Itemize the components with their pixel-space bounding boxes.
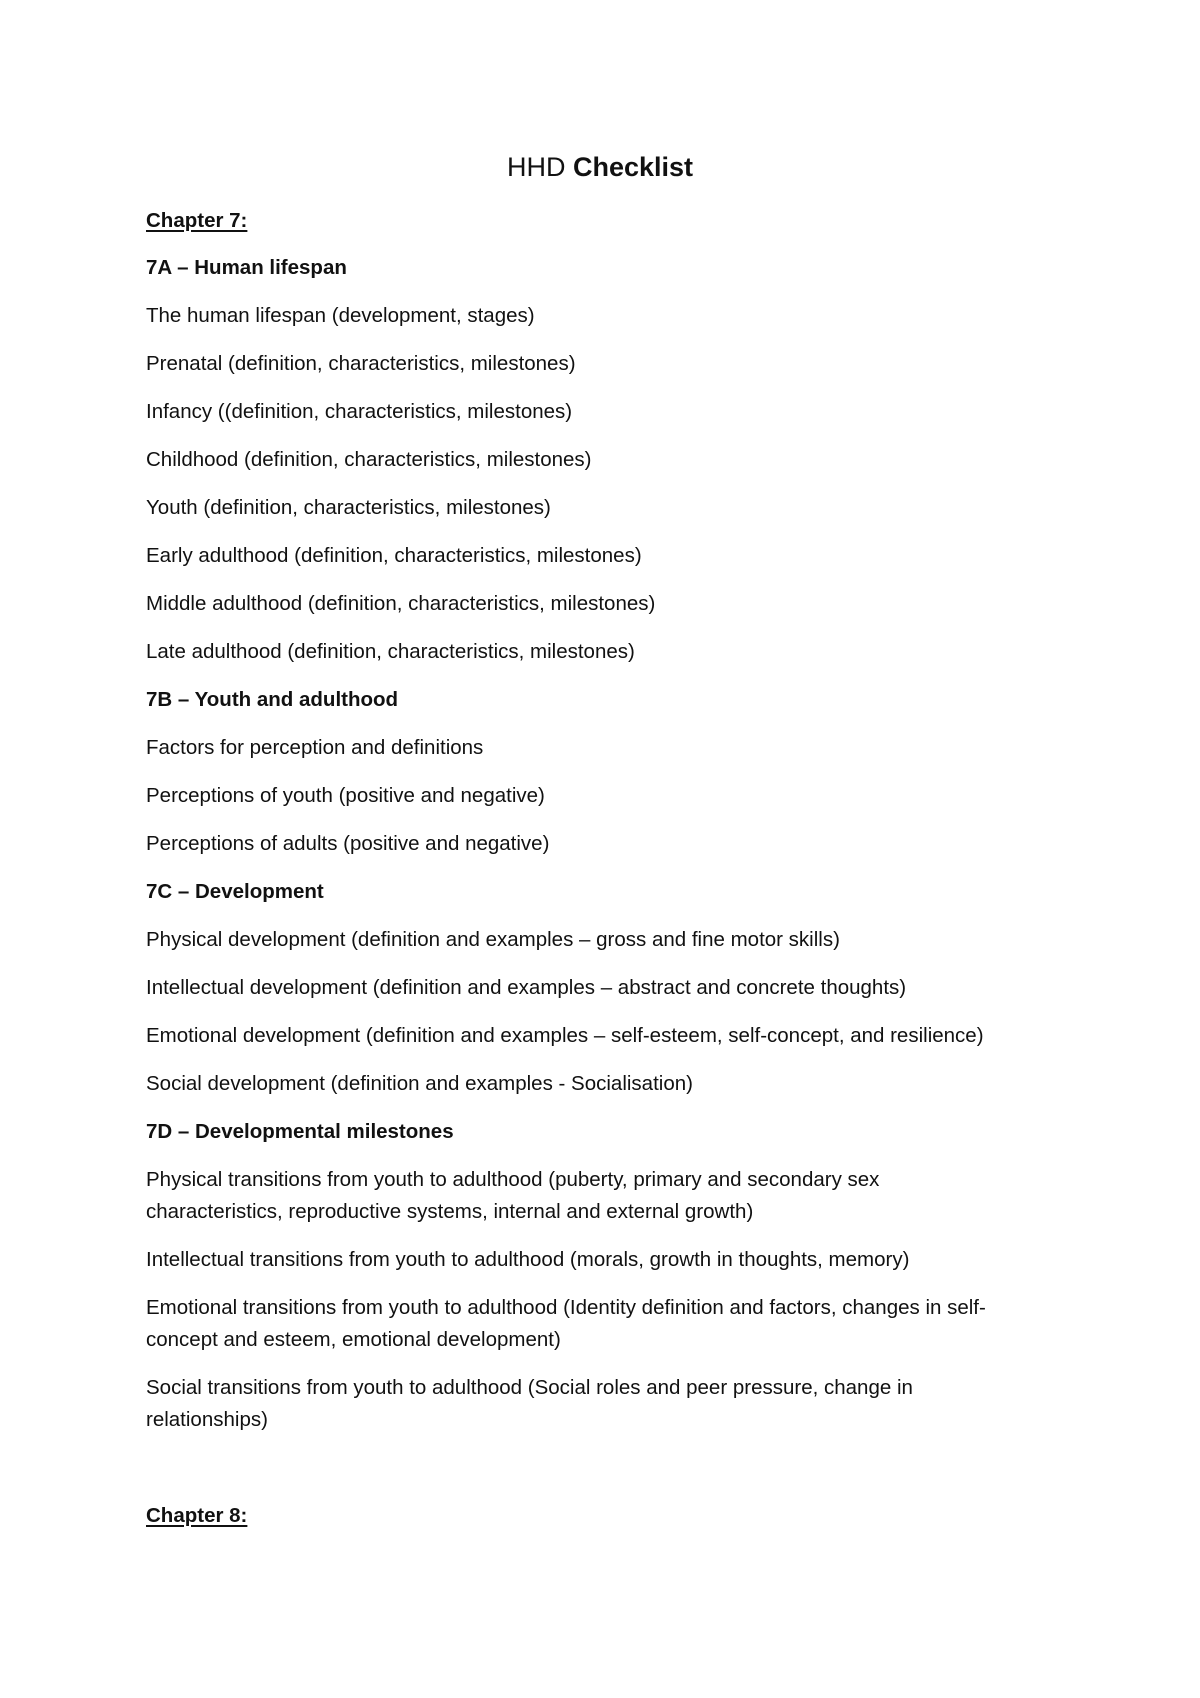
checklist-item: Perceptions of adults (positive and negative): [146, 832, 550, 855]
checklist-item: Factors for perception and definitions: [146, 736, 484, 759]
checklist-item: Prenatal (definition, characteristics, milestones): [146, 352, 576, 375]
chapter-7-label: Chapter 7:: [146, 209, 248, 232]
title-part-2: Checklist: [572, 152, 694, 182]
checklist-item: Perceptions of youth (positive and negative): [146, 784, 545, 807]
section-heading-7c: 7C – Development: [146, 880, 324, 903]
checklist-item: The human lifespan (development, stages): [146, 304, 535, 327]
checklist-item: Social transitions from youth to adulthood (Social roles and peer pressure, change in relationships): [146, 1376, 913, 1431]
checklist-item: Social development (definition and examples - Socialisation): [146, 1072, 693, 1095]
checklist-item: Physical development (definition and examples – gross and fine motor skills): [146, 928, 840, 951]
section-heading-7d: 7D – Developmental milestones: [146, 1120, 454, 1143]
checklist-item: Emotional development (definition and examples – self-esteem, self-concept, and resilience): [146, 1024, 984, 1047]
checklist-item: Youth (definition, characteristics, milestones): [146, 496, 551, 519]
checklist-item: Infancy ((definition, characteristics, milestones): [146, 400, 573, 423]
checklist-item: Intellectual transitions from youth to adulthood (morals, growth in thoughts, memory): [146, 1248, 910, 1271]
checklist-item: Physical transitions from youth to adulthood (puberty, primary and secondary sex characteristics, reproductive systems, internal and external growth): [146, 1168, 880, 1223]
checklist-item: Late adulthood (definition, characteristics, milestones): [146, 640, 635, 663]
checklist-item: Intellectual development (definition and examples – abstract and concrete thoughts): [146, 976, 907, 999]
checklist-item: Childhood (definition, characteristics, milestones): [146, 448, 592, 471]
section-heading-7b: 7B – Youth and adulthood: [146, 688, 399, 711]
chapter-8-label: Chapter 8:: [146, 1504, 248, 1527]
checklist-item: Emotional transitions from youth to adulthood (Identity definition and factors, changes in self-concept and esteem, emotional development): [146, 1296, 986, 1351]
checklist-item: Early adulthood (definition, characteristics, milestones): [146, 544, 642, 567]
checklist-item: Middle adulthood (definition, characteristics, milestones): [146, 592, 656, 615]
title-part-1: HHD: [506, 152, 566, 182]
page-title: [0, 150, 1200, 184]
section-heading-7a: 7A – Human lifespan: [146, 256, 347, 279]
